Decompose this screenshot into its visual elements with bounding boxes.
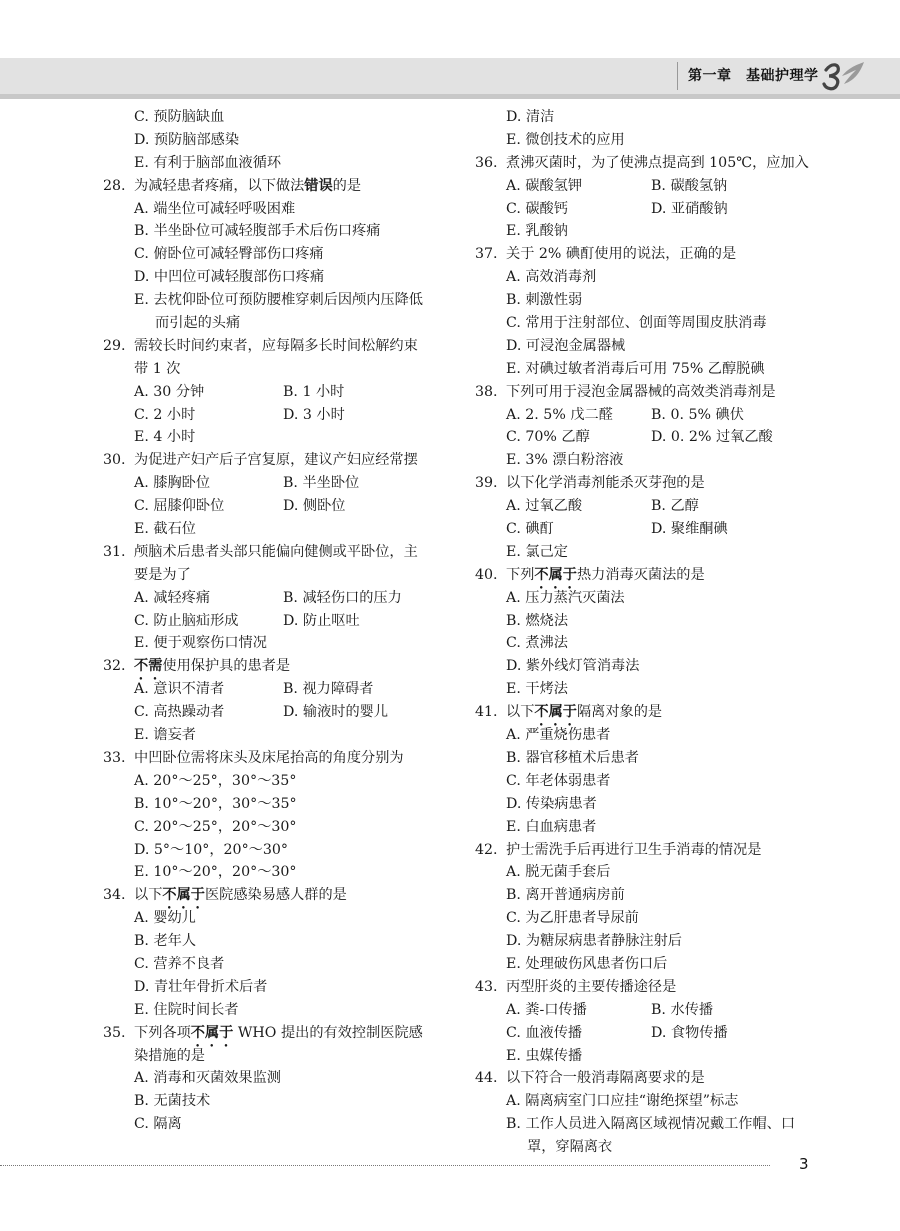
answer-option-line xyxy=(103,816,463,839)
answer-option-line xyxy=(475,1113,795,1136)
answer-option-line xyxy=(475,793,795,816)
answer-option-pair-line xyxy=(475,518,795,541)
answer-option: A. 脱无菌手套后 xyxy=(506,864,611,881)
answer-option: E. 乳酸钠 xyxy=(506,223,568,240)
question-number: 34. xyxy=(103,887,126,904)
answer-option-pair-line xyxy=(103,472,463,495)
answer-option-continuation-line xyxy=(475,1136,795,1159)
answer-option-line xyxy=(475,449,795,472)
question-text xyxy=(506,243,736,266)
question-line xyxy=(475,243,795,266)
question-continuation-line xyxy=(103,1045,463,1068)
question-line xyxy=(103,747,463,770)
answer-option: C. 70% 乙醇 xyxy=(506,429,590,446)
answer-option: C. 碳酸钙 xyxy=(506,200,568,217)
answer-option: A. 高效消毒剂 xyxy=(506,269,597,286)
emphasized-keyword: 错误 xyxy=(304,177,333,194)
answer-option-line xyxy=(475,907,795,930)
answer-option-pair-line xyxy=(103,678,463,701)
question-line xyxy=(475,152,809,175)
question-text xyxy=(506,472,705,495)
answer-option: D. 传染病患者 xyxy=(506,795,597,812)
answer-option-line xyxy=(103,1090,463,1113)
question-text-segment: 关于 2% 碘酊使用的说法，正确的是 xyxy=(506,246,737,263)
answer-option: D. 清洁 xyxy=(506,109,555,125)
question-text-segment: 为减轻患者疼痛，以下做法 xyxy=(134,177,305,194)
chapter-logo-icon xyxy=(820,58,865,94)
answer-option: E. 便于观察伤口情况 xyxy=(134,635,267,652)
answer-option-line xyxy=(475,266,795,289)
question-text xyxy=(506,1067,705,1090)
question-line xyxy=(103,884,463,907)
question-number: 30. xyxy=(103,452,126,469)
question-text xyxy=(506,152,809,175)
question-number: 43. xyxy=(475,978,498,995)
question-line xyxy=(103,175,463,198)
answer-option: C. 煮沸法 xyxy=(506,635,568,652)
question-number: 35. xyxy=(103,1024,126,1041)
question-number: 36. xyxy=(475,154,498,171)
answer-option: B. 工作人员进入隔离区域视情况戴工作帽、口 xyxy=(506,1116,796,1133)
answer-option: D. 防止呕吐 xyxy=(283,612,360,629)
answer-option-line xyxy=(103,999,463,1022)
question-line xyxy=(103,1022,463,1045)
question-text-continuation: 染措施的是 xyxy=(134,1047,205,1064)
answer-option: B. 器官移植术后患者 xyxy=(506,749,639,766)
answer-option-pair-line xyxy=(103,404,463,427)
question-text-segment: 下列可用于浸泡金属器械的高效类消毒剂是 xyxy=(506,383,776,400)
answer-option: B. 老年人 xyxy=(134,933,197,950)
answer-option: B. 刺激性弱 xyxy=(506,292,583,309)
answer-option-line xyxy=(103,426,463,449)
answer-option: D. 紫外线灯管消毒法 xyxy=(506,658,640,675)
answer-option: E. 氯己定 xyxy=(506,543,568,560)
answer-option-pair-line xyxy=(103,610,463,633)
answer-option: A. 过氧乙酸 xyxy=(506,498,583,515)
answer-option-line xyxy=(103,907,463,930)
answer-option-line xyxy=(475,816,795,839)
answer-option-line xyxy=(103,724,463,747)
question-text-segment: 以下化学消毒剂能杀灭芽孢的是 xyxy=(506,475,705,492)
answer-option: A. 消毒和灭菌效果监测 xyxy=(134,1070,281,1087)
emphasized-keyword: 不属于 xyxy=(534,704,577,721)
answer-option: D. 食物传播 xyxy=(651,1024,728,1041)
answer-option: D. 亚硝酸钠 xyxy=(651,200,728,217)
answer-option: E. 去枕仰卧位可预防腰椎穿刺后因颅内压降低 xyxy=(134,292,423,309)
answer-option-pair-line xyxy=(475,1022,795,1045)
answer-option-pair-line xyxy=(475,175,795,198)
answer-option-line xyxy=(475,358,795,381)
answer-option-line xyxy=(103,243,463,266)
question-text-segment: 煮沸灭菌时，为了使沸点提高到 105℃，应加入 xyxy=(506,154,809,171)
answer-option-pair-line xyxy=(103,381,463,404)
question-text-continuation: 要是为了 xyxy=(134,566,191,583)
answer-option-line xyxy=(103,839,463,862)
answer-option: E. 有利于脑部血液循环 xyxy=(134,154,282,171)
question-text-segment: 以下 xyxy=(506,704,535,721)
answer-option: E. 4 小时 xyxy=(134,429,196,446)
answer-option: A. 意识不清者 xyxy=(134,681,225,698)
answer-option-line xyxy=(103,930,463,953)
question-line xyxy=(475,701,795,724)
answer-option: E. 处理破伤风患者伤口后 xyxy=(506,955,668,972)
answer-option-continuation: 而引起的头痛 xyxy=(155,315,241,332)
question-text-segment: WHO 提出的有效控制医院感 xyxy=(233,1024,423,1041)
answer-option-line xyxy=(475,861,795,884)
answer-option: D. 中凹位可减轻腹部伤口疼痛 xyxy=(134,269,325,286)
question-line xyxy=(475,976,795,999)
question-text-segment: 下列各项 xyxy=(134,1024,191,1041)
answer-option-line xyxy=(475,220,795,243)
answer-option: B. 半坐卧位可减轻腹部手术后伤口疼痛 xyxy=(134,223,381,240)
answer-option-line xyxy=(475,930,795,953)
question-number: 31. xyxy=(103,543,126,560)
question-text xyxy=(134,747,404,770)
answer-option: C. 2 小时 xyxy=(134,406,196,423)
answer-option-line xyxy=(103,266,463,289)
question-text-segment: 医院感染易感人群的是 xyxy=(204,887,347,904)
answer-option: A. 膝胸卧位 xyxy=(134,475,211,492)
answer-option: A. 粪-口传播 xyxy=(506,1001,587,1018)
question-line xyxy=(103,655,463,678)
right-column xyxy=(475,106,809,1159)
answer-option: D. 输液时的婴儿 xyxy=(283,704,389,721)
answer-option-line xyxy=(475,678,795,701)
answer-option: A. 20°～25°，30°～35° xyxy=(134,772,297,789)
answer-option: D. 0. 2% 过氧乙酸 xyxy=(651,429,773,446)
answer-option-line xyxy=(103,1067,463,1090)
question-text-segment: 下列 xyxy=(506,566,535,583)
page-number: 3 xyxy=(799,1155,809,1173)
answer-option-line xyxy=(475,747,795,770)
answer-option: C. 年老体弱患者 xyxy=(506,772,611,789)
answer-option: B. 视力障碍者 xyxy=(283,681,374,698)
answer-option-line xyxy=(103,632,463,655)
answer-option-line xyxy=(475,541,795,564)
answer-option: B. 燃烧法 xyxy=(506,612,569,629)
question-line xyxy=(475,472,795,495)
answer-option: A. 隔离病室门口应挂“谢绝探望”标志 xyxy=(506,1093,739,1110)
answer-option: D. 侧卧位 xyxy=(283,498,346,515)
answer-option-line xyxy=(103,976,463,999)
question-number: 37. xyxy=(475,246,498,263)
answer-option: B. 乙醇 xyxy=(651,498,699,515)
answer-option-pair-line xyxy=(475,198,795,221)
answer-option: B. 水传播 xyxy=(651,1001,714,1018)
question-line xyxy=(475,564,795,587)
answer-option: C. 为乙肝患者导尿前 xyxy=(506,910,639,927)
answer-option: E. 对碘过敏者消毒后可用 75% 乙醇脱碘 xyxy=(506,360,765,377)
answer-option-line xyxy=(103,1113,463,1136)
chapter-header-strip xyxy=(0,94,900,99)
question-text-segment: 颅脑术后患者头部只能偏向健侧或平卧位，主 xyxy=(134,543,418,560)
answer-option: E. 虫媒传播 xyxy=(506,1047,583,1064)
answer-option: D. 聚维酮碘 xyxy=(651,521,728,538)
question-number: 28. xyxy=(103,177,126,194)
left-column xyxy=(103,106,463,1136)
answer-option-line xyxy=(475,884,795,907)
answer-option: D. 3 小时 xyxy=(283,406,345,423)
answer-option-line xyxy=(103,793,463,816)
answer-option-line xyxy=(475,953,795,976)
emphasized-keyword: 不属于 xyxy=(534,566,577,583)
question-line xyxy=(475,839,795,862)
question-number: 41. xyxy=(475,704,498,721)
answer-option: D. 5°～10°，20°～30° xyxy=(134,841,289,858)
answer-option: A. 30 分钟 xyxy=(134,383,205,400)
question-text xyxy=(134,541,418,564)
question-line xyxy=(103,449,463,472)
answer-option-line xyxy=(475,610,795,633)
answer-option: B. 碳酸氢钠 xyxy=(651,177,728,194)
question-text-segment: 需较长时间约束者，应每隔多长时间松解约束 xyxy=(134,337,418,354)
question-line xyxy=(103,335,463,358)
question-text-segment: 以下 xyxy=(134,887,163,904)
answer-option: C. 常用于注射部位、创面等周围皮肤消毒 xyxy=(506,315,767,332)
answer-option: A. 严重烧伤患者 xyxy=(506,727,611,744)
answer-option: C. 俯卧位可减轻臀部伤口疼痛 xyxy=(134,246,324,263)
answer-option-line xyxy=(475,1045,795,1068)
answer-option-line xyxy=(475,335,795,358)
header-divider xyxy=(677,62,678,90)
answer-option: E. 谵妄者 xyxy=(134,727,196,744)
answer-option: C. 20°～25°，20°～30° xyxy=(134,818,297,835)
question-text-continuation: 带 1 次 xyxy=(134,360,181,377)
answer-option-line xyxy=(103,106,463,129)
answer-option: B. 1 小时 xyxy=(283,383,345,400)
answer-option: E. 白血病患者 xyxy=(506,818,597,835)
answer-option: E. 干烤法 xyxy=(506,681,568,698)
answer-option: D. 为糖尿病患者静脉注射后 xyxy=(506,933,682,950)
answer-option-pair-line xyxy=(475,426,795,449)
answer-option-line xyxy=(103,220,463,243)
question-text-segment: 中凹卧位需将床头及床尾抬高的角度分别为 xyxy=(134,749,404,766)
question-text-segment: 为促进产妇产后子宫复原，建议产妇应经常摆 xyxy=(134,452,418,469)
answer-option: C. 预防脑缺血 xyxy=(134,109,225,125)
answer-option: A. 端坐位可减轻呼吸困难 xyxy=(134,200,296,217)
answer-option-pair-line xyxy=(103,495,463,518)
answer-option-line xyxy=(475,724,795,747)
answer-option: B. 离开普通病房前 xyxy=(506,887,625,904)
answer-option-line xyxy=(103,289,463,312)
answer-option-pair-line xyxy=(475,404,795,427)
question-number: 40. xyxy=(475,566,498,583)
answer-option: B. 无菌技术 xyxy=(134,1093,211,1110)
answer-option: C. 血液传播 xyxy=(506,1024,583,1041)
question-text-segment: 丙型肝炎的主要传播途径是 xyxy=(506,978,677,995)
question-text-segment: 隔离对象的是 xyxy=(576,704,663,721)
answer-option: D. 预防脑部感染 xyxy=(134,131,240,148)
answer-option: C. 屈膝仰卧位 xyxy=(134,498,225,515)
answer-option-line xyxy=(475,312,795,335)
answer-option: D. 可浸泡金属器械 xyxy=(506,337,626,354)
answer-option-line xyxy=(103,770,463,793)
answer-option: C. 营养不良者 xyxy=(134,955,225,972)
answer-option: E. 微创技术的应用 xyxy=(506,131,625,148)
question-line xyxy=(103,541,463,564)
answer-option: E. 3% 漂白粉溶液 xyxy=(506,452,624,469)
answer-option-pair-line xyxy=(475,999,795,1022)
emphasized-keyword: 不属于 xyxy=(162,887,205,904)
answer-option: B. 0. 5% 碘伏 xyxy=(651,406,744,423)
answer-option: B. 减轻伤口的压力 xyxy=(283,589,402,606)
answer-option: C. 高热躁动者 xyxy=(134,704,225,721)
question-number: 42. xyxy=(475,841,498,858)
answer-option-line xyxy=(103,518,463,541)
question-text xyxy=(134,449,418,472)
question-line xyxy=(475,1067,795,1090)
answer-option: E. 10°～20°，20°～30° xyxy=(134,864,297,881)
answer-option-pair-line xyxy=(103,701,463,724)
question-text xyxy=(506,381,776,404)
answer-option: A. 2. 5% 戊二醛 xyxy=(506,406,613,423)
answer-option: E. 住院时间长者 xyxy=(134,1001,239,1018)
question-text xyxy=(134,175,361,198)
answer-option-line xyxy=(103,953,463,976)
emphasized-keyword: 不需 xyxy=(134,658,163,675)
answer-option-line xyxy=(475,106,795,129)
question-text-segment: 使用保护具的患者是 xyxy=(162,658,291,675)
answer-option: A. 压力蒸汽灭菌法 xyxy=(506,589,625,606)
answer-option-line xyxy=(103,152,463,175)
answer-option: A. 婴幼儿 xyxy=(134,910,196,927)
question-number: 33. xyxy=(103,749,126,766)
answer-option: E. 截石位 xyxy=(134,521,196,538)
question-number: 29. xyxy=(103,337,126,354)
answer-option-line xyxy=(475,289,795,312)
question-text-segment: 热力消毒灭菌法的是 xyxy=(576,566,705,583)
answer-option-line xyxy=(475,587,795,610)
question-number: 44. xyxy=(475,1070,498,1087)
answer-option: B. 半坐卧位 xyxy=(283,475,360,492)
answer-option: C. 碘酊 xyxy=(506,521,554,538)
question-text-segment: 的是 xyxy=(332,177,362,194)
question-continuation-line xyxy=(103,564,463,587)
answer-option-line xyxy=(103,861,463,884)
answer-option-line xyxy=(475,632,795,655)
question-line xyxy=(475,381,795,404)
answer-option-line xyxy=(475,129,795,152)
question-text-segment: 以下符合一般消毒隔离要求的是 xyxy=(506,1070,705,1087)
answer-option: C. 防止脑疝形成 xyxy=(134,612,239,629)
answer-option: B. 10°～20°，30°～35° xyxy=(134,795,297,812)
answer-option-line xyxy=(103,129,463,152)
question-number: 39. xyxy=(475,475,498,492)
emphasized-keyword: 不属于 xyxy=(190,1024,234,1041)
footer-divider xyxy=(0,1165,770,1166)
question-number: 38. xyxy=(475,383,498,400)
answer-option: A. 减轻疼痛 xyxy=(134,589,211,606)
question-continuation-line xyxy=(103,358,463,381)
answer-option: D. 青壮年骨折术后者 xyxy=(134,978,268,995)
question-text xyxy=(506,976,676,999)
answer-option-continuation-line xyxy=(103,312,463,335)
answer-option-continuation: 罩，穿隔离衣 xyxy=(527,1139,613,1156)
answer-option-line xyxy=(475,655,795,678)
question-number: 32. xyxy=(103,658,126,675)
answer-option: A. 碳酸氢钾 xyxy=(506,177,583,194)
answer-option-line xyxy=(475,1090,795,1113)
question-text-segment: 护士需洗手后再进行卫生手消毒的情况是 xyxy=(506,841,762,858)
answer-option-line xyxy=(103,198,463,221)
chapter-title: 第一章 基础护理学 xyxy=(688,68,819,84)
answer-option: C. 隔离 xyxy=(134,1116,182,1133)
answer-option-pair-line xyxy=(475,495,795,518)
answer-option-pair-line xyxy=(103,587,463,610)
answer-option-line xyxy=(475,770,795,793)
question-text xyxy=(134,335,418,358)
question-text xyxy=(506,839,761,862)
